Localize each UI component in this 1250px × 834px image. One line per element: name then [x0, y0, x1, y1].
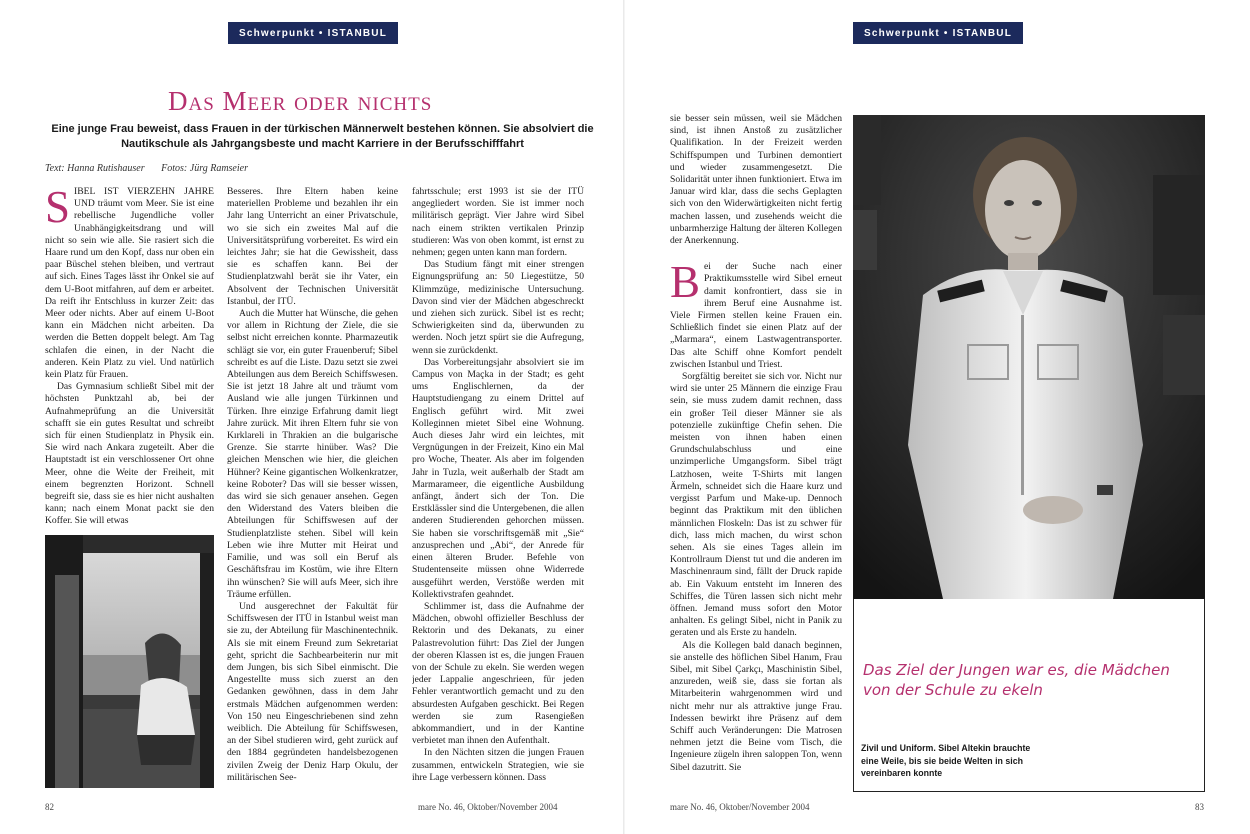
- paragraph: Bei der Suche nach einer Praktikumsstelle wird Sibel erneut damit konfrontiert, dass sie in ihrem Beruf eine Ausnahme ist. Viele Firmen stellen keine Frauen ein. Schließlich findet sie einen Platz auf der „Marmara“, einem Lastwagentransporter. Das alte Schiff ohne Komfort pendelt zwischen Istanbul und Triest.: [670, 257, 842, 370]
- photo-portrait-uniform: [853, 115, 1205, 599]
- photo-woman-at-window-image: [45, 535, 214, 788]
- column-2: [227, 186, 398, 790]
- paragraph: sie besser sein müssen, weil sie Mädchen sind, ist ihnen Anstoß zu zusätzlicher Qualifikation. In der Freizeit werden Schiffspumpen und Turbinen demontiert und wieder zusammengesetzt. Die Solidarität unter ihnen funktioniert. Etwa im Januar wird klar, dass die sechs Geplagten sich von den Widerwärtigkeiten nicht fertig machen lassen, und zusehends weicht die unbarmherzige Haltung der älteren Kollegen der Anerkennung.: [670, 113, 842, 247]
- paragraph: fahrtsschule; erst 1993 ist sie der ITÜ angegliedert worden. Sie ist immer noch militärisch geprägt. Vier Jahre wird Sibel nach einem strikten vertikalen Prinzip studieren: Was von oben kommt, ist ernst zu nehmen; gegen unten kann man fordern.: [412, 186, 584, 259]
- magazine-info-left: mare No. 46, Oktober/November 2004: [418, 802, 558, 812]
- photo-portrait-uniform-image: [853, 115, 1205, 599]
- magazine-info-right: mare No. 46, Oktober/November 2004: [670, 802, 810, 812]
- right-page: [625, 0, 1250, 834]
- paragraph: In den Nächten sitzen die jungen Frauen zusammen, entwickeln Strategien, wie sie ihre Lage verbessern können. Dass: [412, 747, 584, 783]
- paragraph: Als die Kollegen bald danach beginnen, sie anstelle des höflichen Sibel Hanım, Frau Sibel, mit Sibel Çarkçı, Maschinistin Sibel, anzureden, weiß sie, dass sie fortan als Mitarbeiterin wahrgenommen wird und nicht mehr nur als attraktive junge Frau. Indessen bewirkt ihre Präsenz auf dem Schiff auch Veränderungen: Die Matrosen nehmen jetzt die Beine vom Tisch, die Ingenieure zügeln ihren saloppen Ton, wenn Sibel dazutritt. Sie: [670, 639, 842, 773]
- section-tag-left: Schwerpunkt • ISTANBUL: [228, 22, 398, 44]
- author-credit: Text: Hanna Rutishauser: [45, 163, 145, 174]
- paragraph: Schlimmer ist, dass die Aufnahme der Mädchen, obwohl offizieller Beschluss der Rektorin und des Dekanats, zu einer Palastrevolution führt: Das Ziel der Jungen der oberen Klassen ist es, die jungen Frauen von der Schule zu ekeln. Sie werden wegen jeder Lappalie angeschrieen, für jeden Fehler verantwortlich gemacht und zu den absurdesten Aufgaben geschickt. Bei Regen werden sie zum Rasengießen abkommandiert, und in der Kantine verbietet man ihnen den Aufenthalt.: [412, 600, 584, 747]
- paragraph: Das Gymnasium schließt Sibel mit der höchsten Punktzahl ab, bei der Aufnahmeprüfung an die Universität schafft sie ein gutes Resultat und schreibt sich für einen Studienplatz in Physik ein. Sie wird nach Ankara zugeteilt. Aber die Hauptstadt ist ein verschlossener Ort ohne Meer, ohne die Weite der Freiheit, mit einem begrenzten Horizont. Schnell begreift sie, dass sie es hier nicht aushalten kann; nach einem Monat packt sie den Koffer. Sie will etwas: [45, 381, 214, 527]
- photo-credit: Fotos: Jürg Ramseier: [161, 163, 248, 174]
- article-subhead: Eine junge Frau beweist, dass Frauen in der türkischen Männerwelt bestehen können. Sie absolviert die Nautikschule als Jahrgangsbeste und macht Karriere in der Berufsschifffahrt: [51, 123, 594, 150]
- page-number-left: 82: [45, 802, 54, 812]
- paragraph: Das Studium fängt mit einer strengen Eignungsprüfung an: 50 Liegestütze, 50 Klimmzüge, medizinische Untersuchung. Davon sind vier der Mädchen abgeschreckt und ziehen sich zurück. Sibel ist es recht; Schwierigkeiten sind da, überwunden zu werden. Noch jetzt spürt sie die Aufregung, wenn sie zurückdenkt.: [412, 259, 584, 356]
- article-credits: [45, 163, 262, 174]
- article-headline: Das Meer oder nichts: [168, 86, 433, 116]
- photo-woman-at-window: [45, 535, 214, 788]
- paragraph: SIBEL IST VIERZEHN JAHRE UND träumt vom Meer. Sie ist eine rebellische Jugendliche voller Unabhängigkeitsdrang und will nicht so sein wie alle. Sie rasiert sich die Haare rund um den Kopf, dass nur oben ein paar Büschel stehen bleiben, und vertraut auf sich. Eines Tages lässt ihr Onkel sie auf dem U-Boot mitfahren, auf dem er arbeitet. Da reift ihr Entschluss in kurzer Zeit: das Meer oder nichts. Aber auf einem U-Boot kann ein Mädchen nicht arbeiten. Da werden die Betten doppelt belegt. Am Tag schlafen die einen, in der Nacht die anderen. Kein Platz zu viel. Und natürlich kein Platz für Frauen.: [45, 186, 214, 381]
- column-3: [412, 186, 584, 790]
- paragraph: Das Vorbereitungsjahr absolviert sie im Campus von Maçka in der Stadt; es geht ums Englischlernen, da der Hauptstudiengang zu einem Drittel auf Englisch geführt wird. Mit zwei Kolleginnen mietet Sibel eine Wohnung. Auch dieses Jahr wird ein leichtes, mit Vergnügungen in der Freizeit, Kino ein Mal pro Woche, Theater. Als aber im folgenden Jahr in Tuzla, weit außerhalb der Stadt am Marmarameer, die eigentliche Ausbildung anfängt, ändert sich der Ton. Die Erstklässler sind die Untergebenen, die allen anderen Studierenden gehorchen müssen. Sie haben sie vorschriftsgemäß mit „Sie“ anzusprechen und „Abi“, der Anrede für einen älteren Bruder. Befehle von Studentenseite müssen ohne Widerrede ausgeführt werden, Verstöße werden mit Kollektivstrafen geahndet.: [412, 356, 584, 600]
- paragraph: Besseres. Ihre Eltern haben keine materiellen Probleme und bezahlen ihr ein Jahr lang Unterricht an einer Privatschule, wo sie sich ein zweites Mal auf die Universitätsprüfung vorbereitet. Es wird ein leichtes Jahr; sie hat die Gewissheit, dass sie es schaffen kann. Bei der Studienplatzwahl berät sie ihr Vater, ein Absolvent der Technischen Universität Istanbul, der ITÜ.: [227, 186, 398, 307]
- paragraph: Sorgfältig bereitet sie sich vor. Nicht nur wird sie unter 25 Männern die einzige Frau sein, sie muss zudem damit rechnen, dass ein großer Teil dieser Männer sie als potenzielle zukünftige Chefin sehen. Die meisten von ihnen haben einen Grundschulabschluss und eine unzimperliche Umgangsform. Sibel trägt Latzhosen, weite T-Shirts mit langen Ärmeln, schneidet sich die Haare kurz und vergisst Parfum und Make-up. Dennoch beginnt das Praktikum mit den üblichen männlichen Floskeln: Das ist zu schwer für dich, lass mich machen, du wirst schon sehen. Als sie eines Tages allein im Kontrollraum Dienst tut und die anderen im Maschinenraum sind, fällt der Druck rapide ab. Ein Vakuum entsteht im Inneren des Schiffes, die Türen lassen sich nicht mehr öffnen. Jemand muss sofort den Motor anhalten. Es gelingt Sibel, nicht in Panik zu geraten und als Erste zu handeln.: [670, 371, 842, 639]
- column-1: [45, 186, 214, 530]
- column-4: [670, 113, 842, 791]
- paragraph: Und ausgerechnet der Fakultät für Schiffswesen der ITÜ in Istanbul weist man sie zu, der Abteilung für Maschinentechnik. Als sie mit einem Freund zum Sekretariat geht, spricht die Sachbearbeiterin nur mit dem Jungen, bis sich Sibel einmischt. Die Angestellte muss sich zuerst an den Gedanken gewöhnen, dass in dem Jahr erstmals Mädchen aufgenommen werden: Von 150 neu Eingeschriebenen sind zehn weiblich. Die Abteilung für Schiffswesen, an der Sibel studieren wird, geht zurück auf den 1884 gegründeten handelsbezogenen zivilen Zweig der Deniz Harp Okulu, der militärischen See-: [227, 600, 398, 783]
- page-number-right: 83: [1195, 802, 1204, 812]
- pull-quote: Das Ziel der Jungen war es, die Mädchen von der Schule zu ekeln: [863, 661, 1170, 699]
- dropcap: S: [45, 186, 71, 232]
- section-tag-right: Schwerpunkt • ISTANBUL: [853, 22, 1023, 44]
- dropcap: B: [670, 257, 701, 308]
- photo-caption: Zivil und Uniform. Sibel Altekin brauchte eine Weile, bis sie beide Welten in sich vereinbaren konnte: [861, 743, 1031, 778]
- paragraph: Auch die Mutter hat Wünsche, die gehen vor allem in Richtung der Ziele, die sie selbst nicht erreichen konnte. Pharmazeutik schlägt sie vor, ein guter Frauenberuf; Sibel schreibt es auf die Liste. Dazu setzt sie zwei Abteilungen aus dem Bereich Schiffswesen. Sie ist jetzt 18 Jahre alt und träumt vom Ausland wie alle jungen Türkinnen und Türken. Ihre einzige Erfahrung damit liegt Jahre zurück. Mit ihren Eltern fuhr sie von Kırklareli in Thrakien an die bulgarische Grenze. Sie starrte hinüber. Was? Die gleichen Menschen wie hier, die gleichen Hühner? Keine gigantischen Wolkenkratzer, keine Roboter? Das will sie besser wissen, das wird sie sich genauer ansehen. Gegen den Widerstand des Vaters bleiben die Abteilungen für Schiffswesen auf der Studienplatzliste stehen. Sibel will kein Leben wie ihre Mutter mit Heirat und Familie, und was soll ein Beruf als Geschäftsfrau im Kostüm, wie ihre Eltern ihn wünschen? Sie will aufs Meer, sich ihre Träume erfüllen.: [227, 308, 398, 600]
